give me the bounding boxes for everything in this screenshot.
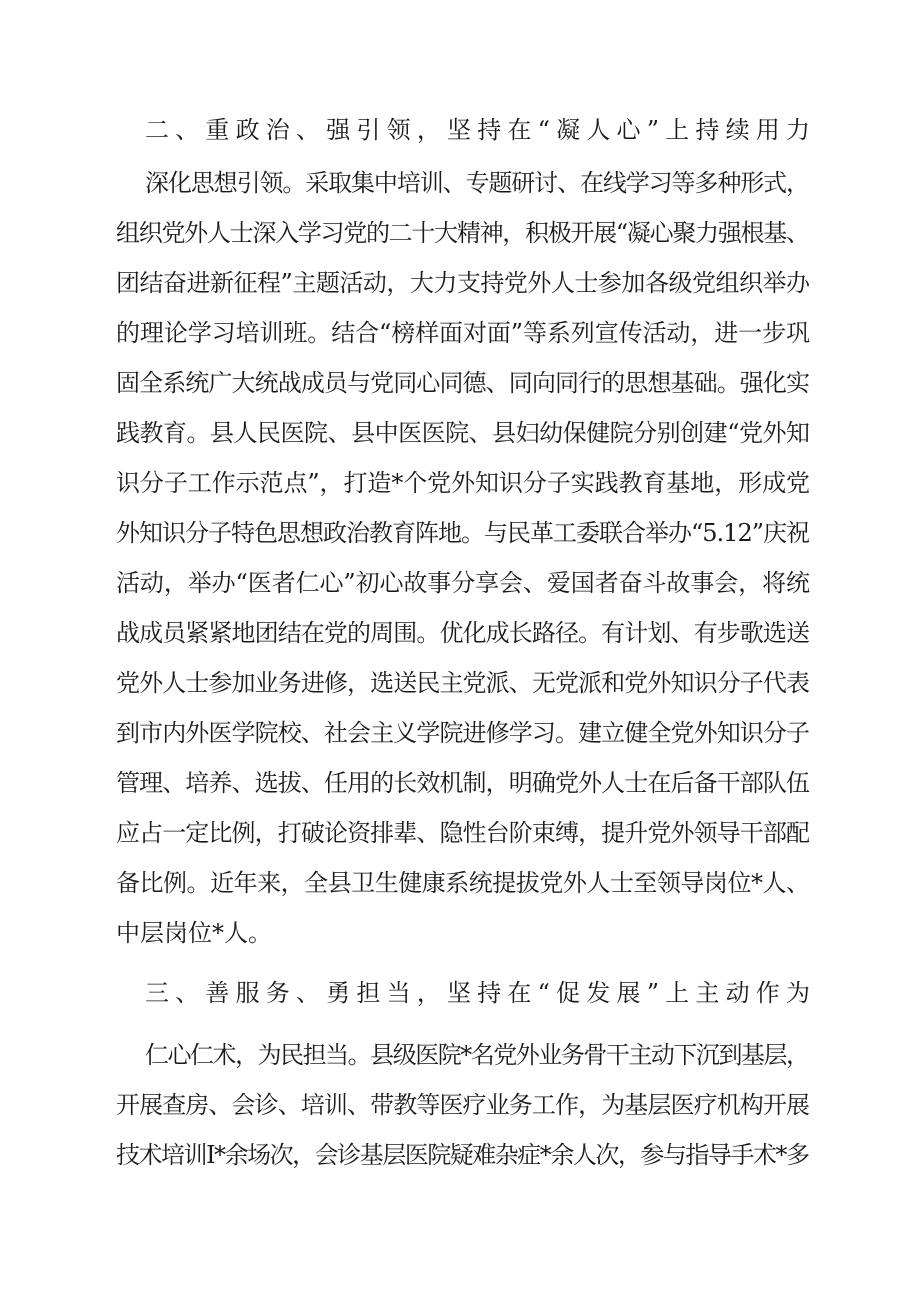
paragraph-line: 活动，举办“医者仁心”初心故事分享会、爱国者奋斗故事会，将统 — [116, 569, 810, 597]
paragraph-line: 仁心仁术，为民担当。县级医院*名党外业务骨干主动下沉到基层， — [145, 1041, 809, 1069]
paragraph-line: 党外人士参加业务进修，选送民主党派、无党派和党外知识分子代表 — [116, 669, 810, 697]
paragraph-line: 管理、培养、选拔、任用的长效机制，明确党外人士在后备干部队伍 — [116, 769, 810, 797]
paragraph-line: 组织党外人士深入学习党的二十大精神，积极开展“凝心聚力强根基、 — [116, 219, 809, 247]
paragraph-line: 应占一定比例，打破论资排辈、隐性台阶束缚，提升党外领导干部配 — [116, 819, 810, 847]
paragraph-line: 识分子工作示范点”，打造*个党外知识分子实践教育基地，形成党 — [116, 469, 810, 497]
paragraph-line: 战成员紧紧地团结在党的周围。优化成长路径。有计划、有步歌选送 — [116, 619, 810, 647]
paragraph-line: 深化思想引领。采取集中培训、专题研讨、在线学习等多种形式， — [145, 169, 809, 197]
paragraph-line: 到市内外医学院校、社会主义学院进修学习。建立健全党外知识分子 — [116, 719, 810, 747]
paragraph-line: 践教育。县人民医院、县中医医院、县妇幼保健院分别创建“党外知 — [116, 419, 810, 447]
section-heading-2: 二、重政治、强引领，坚持在“凝人心”上持续用力 — [145, 116, 817, 144]
section-heading-3: 三、善服务、勇担当，坚持在“促发展”上主动作为 — [145, 979, 817, 1007]
paragraph-line: 开展查房、会诊、培训、带教等医疗业务工作，为基层医疗机构开展 — [116, 1091, 810, 1119]
paragraph-line: 外知识分子特色思想政治教育阵地。与民革工委联合举办“5.12”庆祝 — [116, 519, 809, 547]
paragraph-line: 技术培训I*余场次，会诊基层医院疑难杂症*余人次，参与指导手术*多 — [116, 1141, 809, 1169]
paragraph-line: 的理论学习培训班。结合“榜样面对面”等系列宣传活动，进一步巩 — [116, 319, 810, 347]
paragraph-line: 备比例。近年来，全县卫生健康系统提拔党外人士至领导岗位*人、 — [116, 869, 810, 897]
paragraph-line: 团结奋进新征程”主题活动，大力支持党外人士参加各级党组织举办 — [116, 269, 810, 297]
paragraph-line: 固全系统广大统战成员与党同心同德、同向同行的思想基础。强化实 — [116, 369, 810, 397]
paragraph-line: 中层岗位*人。 — [116, 919, 272, 947]
